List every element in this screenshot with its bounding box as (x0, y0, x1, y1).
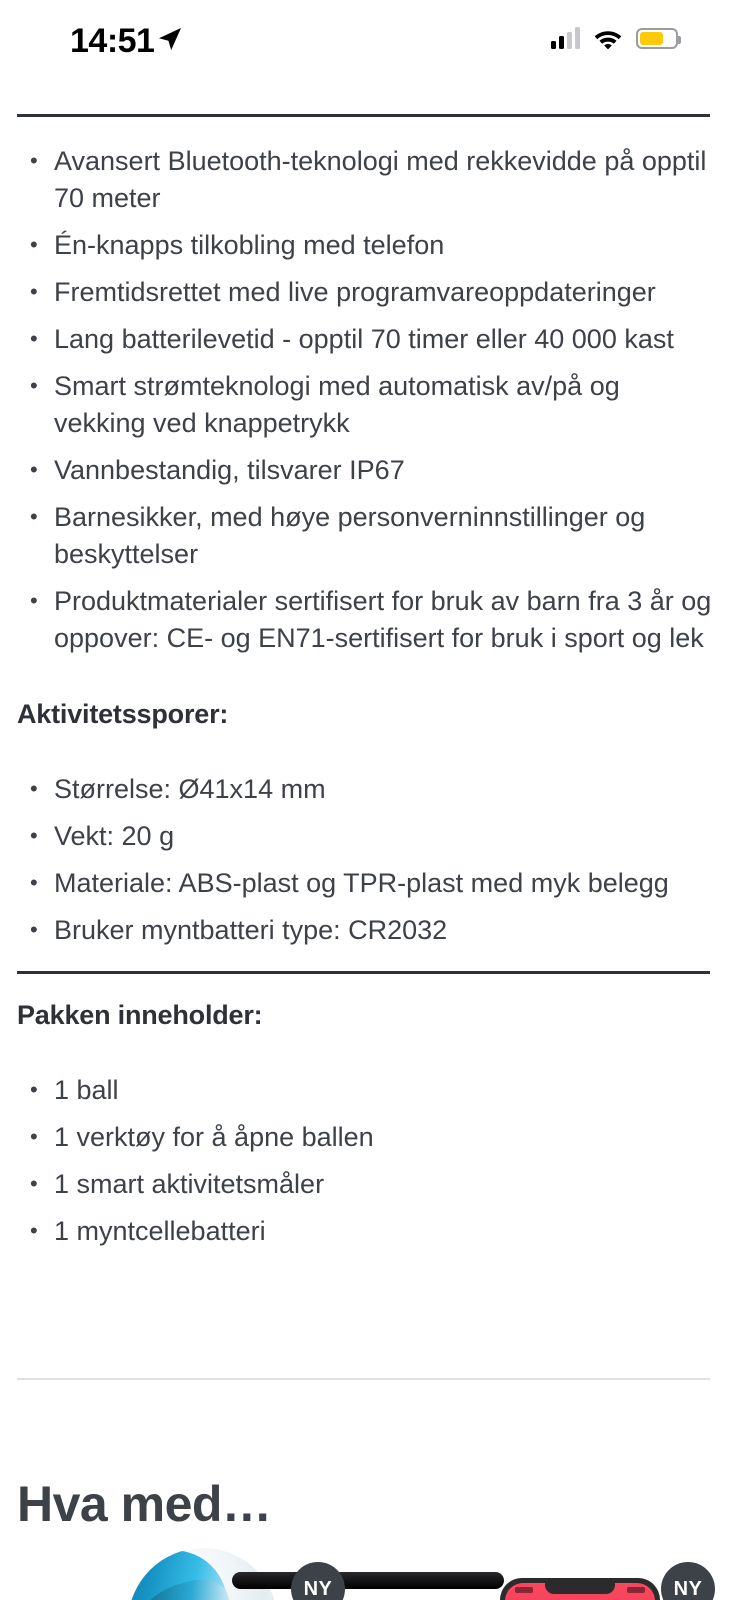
recommended-products-carousel[interactable] (0, 1526, 740, 1600)
list-item: • 1 verktøy for å åpne ballen (17, 1119, 714, 1156)
package-contents-heading: Pakken inneholder: (17, 1000, 263, 1030)
list-item: • Lang batterilevetid - opptil 70 timer eller 40 000 kast (17, 321, 714, 358)
status-bar (0, 0, 740, 92)
list-item: • Størrelse: Ø41x14 mm (17, 771, 714, 808)
status-badge: NY (661, 1562, 715, 1600)
list-item: • Fremtidsrettet med live programvareoppdateringer (17, 274, 714, 311)
location-arrow-icon (157, 26, 183, 52)
recommendations-heading: Hva med… (17, 1476, 272, 1532)
cellular-signal-icon (551, 27, 580, 49)
activity-tracker-heading: Aktivitetssporer: (17, 699, 229, 729)
product-card-red-device[interactable] (500, 1526, 660, 1600)
list-item: • Avansert Bluetooth-teknologi med rekkevidde på opptil 70 meter (17, 143, 714, 217)
list-item: • 1 ball (17, 1072, 714, 1109)
status-bar-clock: 14:51 (70, 22, 155, 60)
list-item: • Produktmaterialer sertifisert for bruk av barn fra 3 år og oppover: CE- og EN71-sertifisert for bruk i sport og lek (17, 583, 714, 657)
list-item: • Vannbestandig, tilsvarer IP67 (17, 452, 714, 489)
status-bar-indicators (551, 27, 678, 49)
list-item: • 1 myntcellebatteri (17, 1213, 714, 1250)
product-description-content (0, 92, 740, 1532)
list-item: • Én-knapps tilkobling med telefon (17, 227, 714, 264)
list-item: • Materiale: ABS-plast og TPR-plast med myk belegg (17, 865, 714, 902)
status-badge: NY (291, 1562, 345, 1600)
list-item: • Barnesikker, med høye personverninnstillinger og beskyttelser (17, 499, 714, 573)
black-bar-product-image (232, 1572, 504, 1589)
list-item: • Smart strømteknologi med automatisk av/på og vekking ved knappetrykk (17, 368, 714, 442)
list-item: • Bruker myntbatteri type: CR2032 (17, 912, 714, 949)
product-card-bar[interactable] (232, 1526, 504, 1600)
list-item: • Vekt: 20 g (17, 818, 714, 855)
wifi-icon (593, 27, 623, 49)
list-item: • 1 smart aktivitetsmåler (17, 1166, 714, 1203)
battery-icon (636, 28, 678, 49)
red-device-product-image (500, 1578, 660, 1600)
package-contents-bullet-list (0, 1072, 740, 1250)
feature-bullet-list (0, 143, 740, 657)
activity-tracker-bullet-list (0, 771, 740, 949)
